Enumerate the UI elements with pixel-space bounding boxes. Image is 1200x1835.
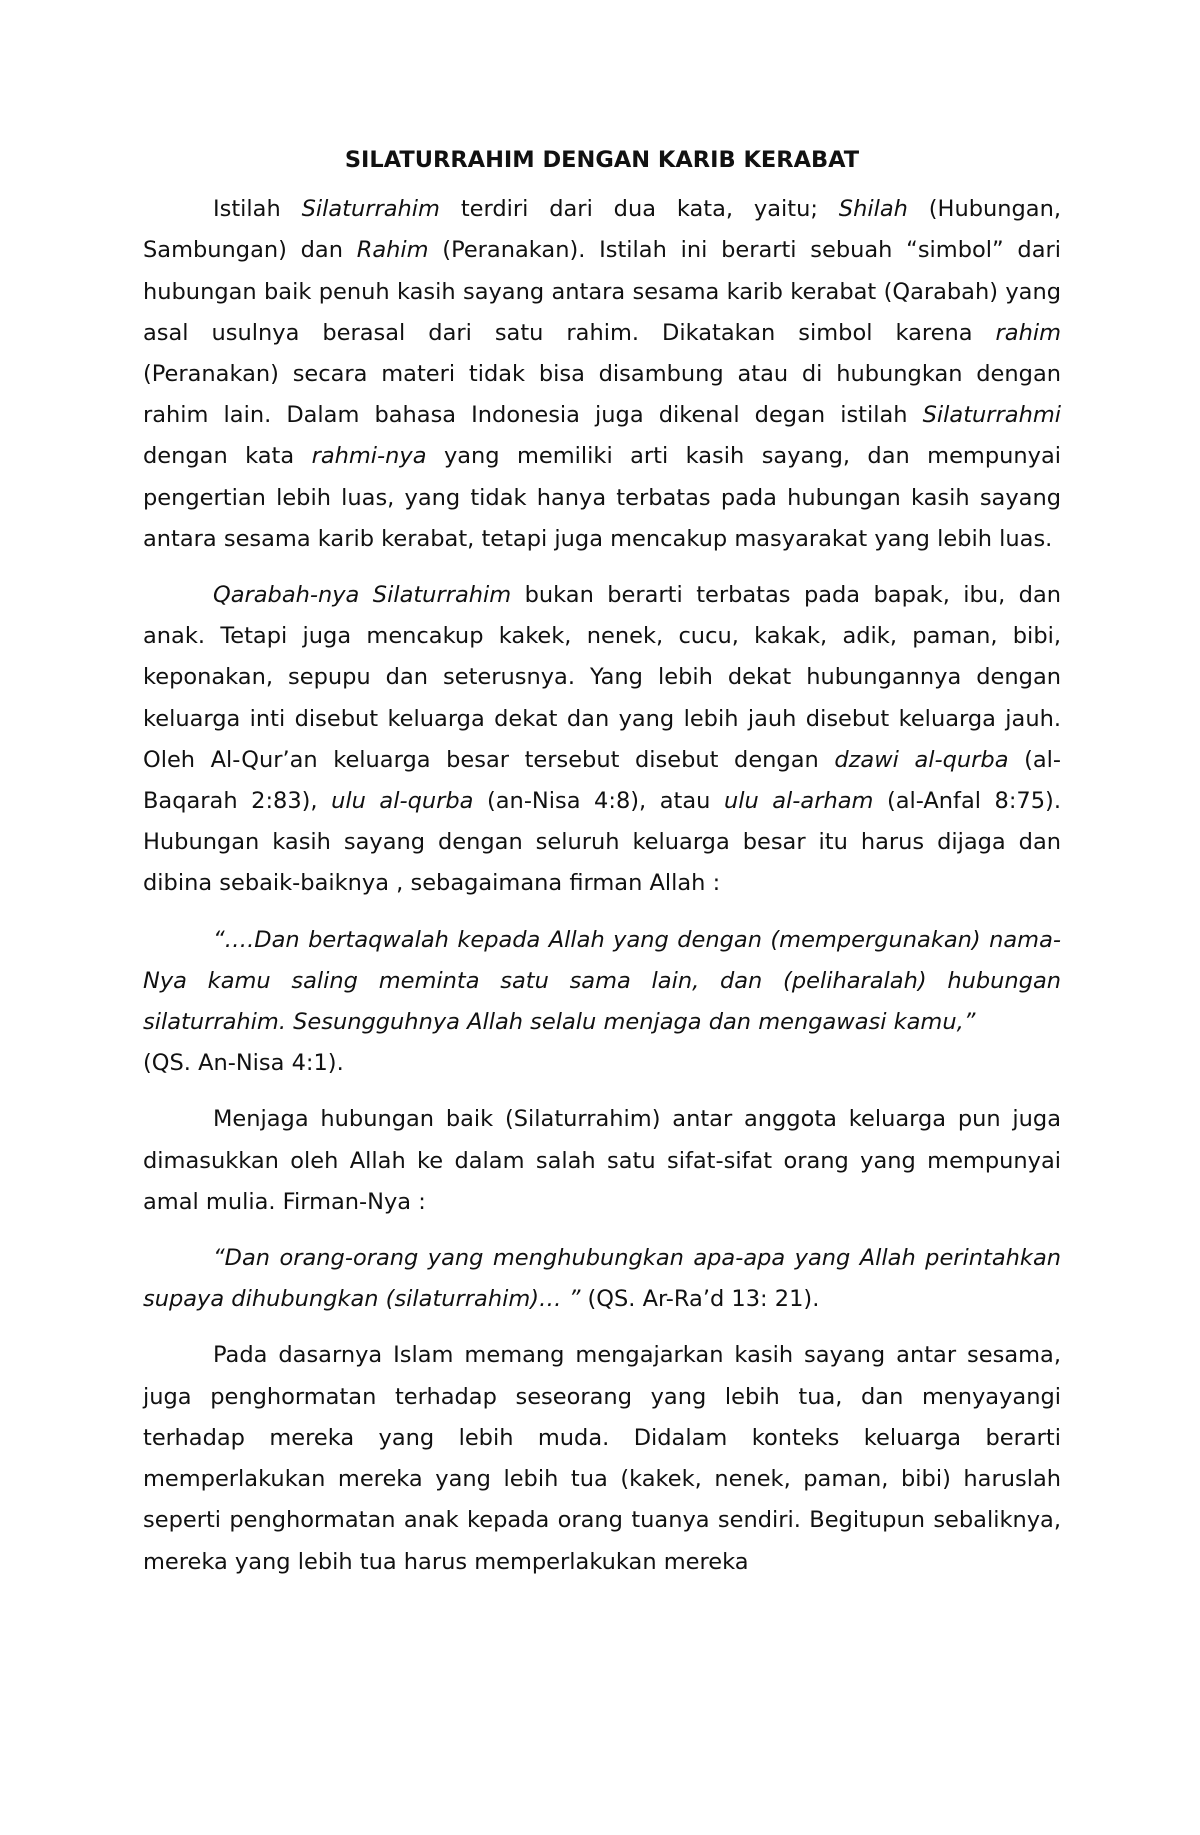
text-run: yang memiliki arti kasih sayang, dan mempunyai pengertian lebih luas, yang tidak hanya terbatas pada hubungan kasih sayang antara sesama karib kerabat, tetapi juga mencakup masyarakat yang lebih luas. [143,443,1061,552]
paragraph-amal-mulia: Menjaga hubungan baik (Silaturrahim) antar anggota keluarga pun juga dimasukkan oleh Allah ke dalam salah satu sifat-sifat orang yang mempunyai amal mulia. Firman-Nya : [143,1106,1061,1215]
paragraph-qarabah [143,575,1061,905]
italic-term: Silaturrahmi [922,402,1061,429]
italic-term: dzawi al-qurba [834,746,1009,773]
quote-an-nisa [143,920,1061,1085]
text-run: (al-Baqarah 2:83), [143,746,1061,815]
text-run: (Peranakan). Istilah ini berarti sebuah “simbol” dari hubungan baik penuh kasih sayang antara sesama karib kerabat (Qarabah) yang asal usulnya berasal dari satu rahim. Dikatakan simbol karena [143,237,1061,346]
quote-text: “Dan orang-orang yang menghubungkan apa-apa yang Allah perintahkan supaya dihubungkan (silaturrahim)… ” [143,1245,1061,1313]
text-run: (Peranakan) secara materi tidak bisa disambung atau di hubungkan dengan rahim lain. Dalam bahasa Indonesia juga dikenal degan istilah [143,361,1061,429]
paragraph-kasih-sayang: Pada dasarnya Islam memang mengajarkan kasih sayang antar sesama, juga penghormatan terhadap seseorang yang lebih tua, dan menyayangi terhadap mereka yang lebih muda. Didalam konteks keluarga berarti memperlakukan mereka yang lebih tua (kakek, nenek, paman, bibi) haruslah seperti penghormatan anak kepada orang tuanya sendiri. Begitupun sebaliknya, mereka yang lebih tua harus memperlakukan mereka [143,1342,1061,1575]
italic-term: rahmi-nya [311,443,427,470]
italic-term: ulu al-qurba [331,788,474,815]
document-title: SILATURRAHIM DENGAN KARIB KERABAT [344,147,860,173]
italic-term: ulu al-arham [723,788,874,815]
italic-term: Shilah [838,196,908,223]
text-run: Istilah [213,196,302,223]
document-body [143,140,1061,1598]
text-run: terdiri dari dua kata, yaitu; [439,196,839,223]
italic-term: Rahim [356,237,429,264]
text-run: (an-Nisa 4:8), atau [473,788,724,815]
quote-text: “….Dan bertaqwalah kepada Allah yang dengan (mempergunakan) nama-Nya kamu saling meminta satu sama lain, dan (peliharalah) hubungan silaturrahim. Sesungguhnya Allah selalu menjaga dan mengawasi kamu,” [143,926,1061,1036]
italic-term: rahim [995,319,1061,346]
quote-reference: (QS. Ar-Ra’d 13: 21). [580,1286,820,1313]
text-run: (Hubungan, Sambungan) dan [143,196,1061,264]
quote-reference: (QS. An-Nisa 4:1). [143,1050,344,1077]
quote-ar-rad [143,1238,1061,1320]
text-run: dengan kata [143,443,312,470]
paragraph-definition [143,189,1061,560]
text-run: (al-Anfal 8:75). Hubungan kasih sayang dengan seluruh keluarga besar itu harus dijaga dan dibina sebaik-baiknya , sebagaimana firman Allah : [143,788,1061,897]
text-run: bukan berarti terbatas pada bapak, ibu, dan anak. Tetapi juga mencakup kakek, nenek, cucu, kakak, adik, paman, bibi, keponakan, sepupu dan seterusnya. Yang lebih dekat hubungannya dengan keluarga inti disebut keluarga dekat dan yang lebih jauh disebut keluarga jauh. Oleh Al-Qur’an keluarga besar tersebut disebut dengan [143,582,1062,773]
italic-term: Silaturrahim [301,196,440,223]
italic-term: Qarabah-nya Silaturrahim [213,582,512,609]
